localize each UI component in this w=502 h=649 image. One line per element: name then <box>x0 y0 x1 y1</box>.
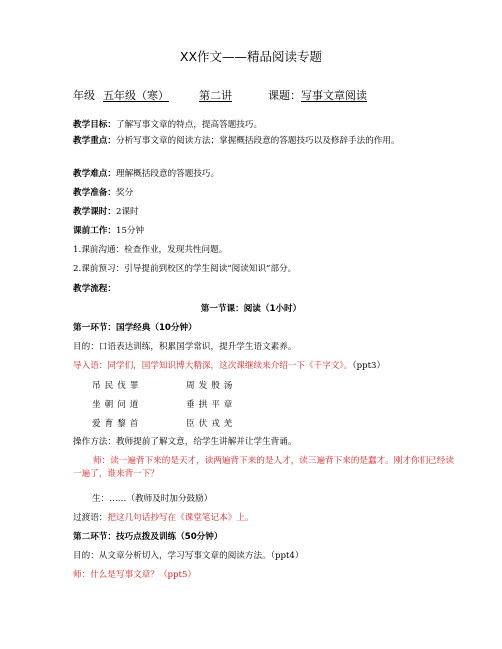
grade-value: 五年级（寒） <box>103 89 169 102</box>
grade-label: 年级 <box>73 89 95 102</box>
prework-text: 15分钟 <box>115 226 145 236</box>
lesson-meta <box>73 87 367 103</box>
teaching-difficulty <box>73 168 458 181</box>
transition-label: 过渡语： <box>73 513 108 523</box>
intro-text: 导入语：同学们，国学知识博大精深，这次课继续来介绍一下《千字文》。 <box>73 361 353 371</box>
poem-line-3a: 爱育黎首 <box>92 419 143 429</box>
prework-item-1: 1.课前沟通：检查作业，发现共性问题。 <box>73 245 228 255</box>
poem-line-2a: 坐朝问道 <box>92 400 143 410</box>
transition-text: 把这几句话抄写在《课堂笔记本》上。 <box>107 513 254 523</box>
prework-item-2: 2.课前预习：引导提前到校区的学生阅读“阅读知识”部分。 <box>73 264 297 274</box>
intro-line <box>73 360 458 373</box>
hours-text: 2课时 <box>115 207 139 217</box>
student-response: 生：……（教师及时加分鼓励） <box>92 494 213 504</box>
step2-title: 第二环节：技巧点拨及训练（50分钟） <box>73 532 223 542</box>
pre-class-work <box>73 225 458 238</box>
document-title: XX作文——精品阅读专题 <box>179 49 323 64</box>
transition-line <box>73 512 458 525</box>
process-label: 教学流程： <box>73 284 116 294</box>
teaching-key-points <box>73 135 458 148</box>
prep-label: 教学准备： <box>73 188 116 198</box>
prework-label: 课前工作： <box>73 226 116 236</box>
key-text: 分析写事文章的阅读方法；掌握概括段意的答题技巧以及修辞手法的作用。 <box>115 136 400 146</box>
prep-text: 奖分 <box>115 188 134 198</box>
lesson-value: 第二讲 <box>199 89 232 102</box>
topic-label: 课题： <box>268 89 301 102</box>
goal-text: 了解写事文章的特点，提高答题技巧。 <box>115 120 263 130</box>
poem-line-3b: 臣伏戎羌 <box>186 419 237 429</box>
teacher-remark: 师：读一遍背下来的是天才，读两遍背下来的是人才，读三遍背下来的是蠢才。刚才你们已经读一遍了，谁来背一下？ <box>73 456 454 480</box>
teaching-goal <box>73 119 458 132</box>
goal-label: 教学目标： <box>73 120 116 130</box>
section1-heading: 第一节课：阅读（1小时） <box>200 304 302 314</box>
intro-ppt: （ppt3） <box>352 361 386 371</box>
method-line: 操作方法：教师提前了解文意，给学生讲解并让学生背诵。 <box>73 437 297 447</box>
difficult-text: 理解概括段意的答题技巧。 <box>115 169 220 179</box>
poem-line-1b: 周发殷汤 <box>186 381 237 391</box>
step1-title: 第一环节：国学经典（10分钟） <box>73 323 197 333</box>
hours-label: 教学课时： <box>73 207 116 217</box>
question-line: 师：什么是写事文章？（ppt5） <box>73 570 197 580</box>
step2-goal: 目的：从文章分析切入，学习写事文章的阅读方法。（ppt4） <box>73 551 304 561</box>
step1-goal: 目的：口语表达训练，积累国学常识，提升学生语文素养。 <box>73 342 297 352</box>
difficult-label: 教学难点： <box>73 169 116 179</box>
key-label: 教学重点： <box>73 136 116 146</box>
poem-line-2b: 垂拱平章 <box>186 400 237 410</box>
teaching-prep <box>73 187 458 200</box>
teaching-hours <box>73 206 458 219</box>
topic-value: 写事文章阅读 <box>301 89 367 102</box>
poem-line-1a: 吊民伐罪 <box>92 381 143 391</box>
